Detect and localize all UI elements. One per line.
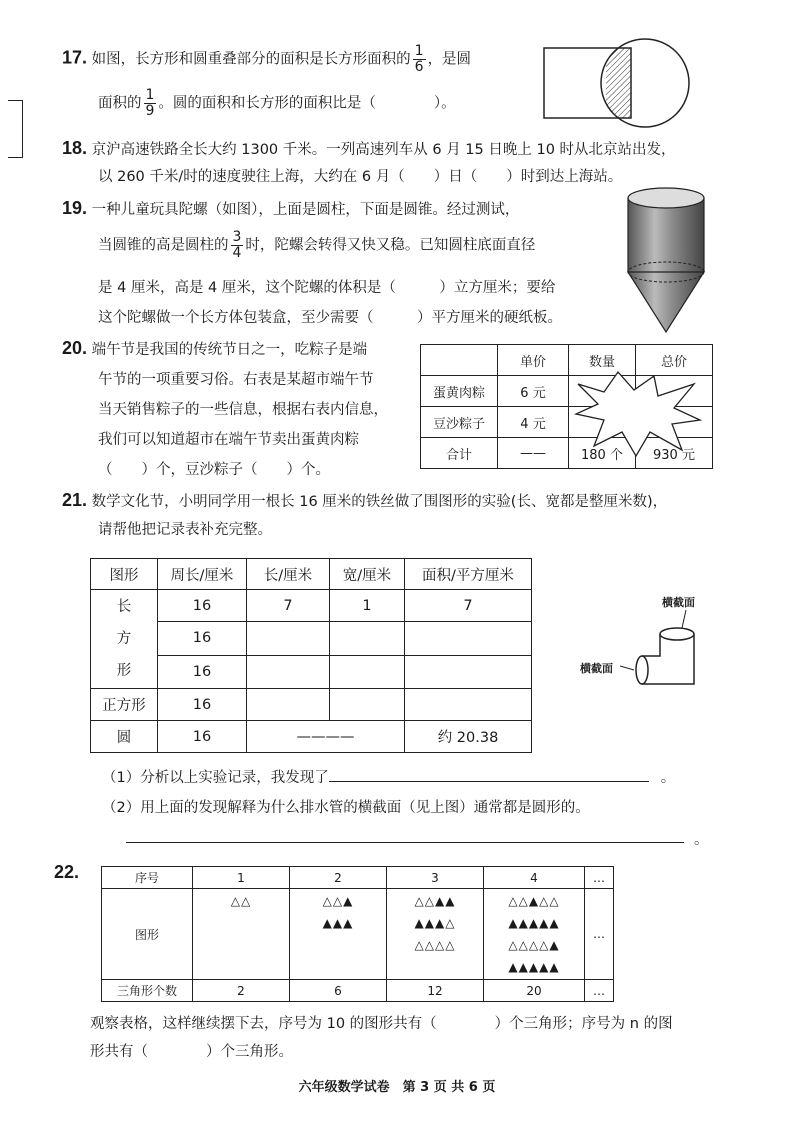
pipe-label-top: 横截面	[662, 596, 695, 609]
spinning-top-figure	[618, 186, 714, 334]
q18-line1	[62, 138, 676, 159]
q17-text-1b: ，是圆	[427, 51, 472, 68]
q19-text-2a: 当圆锥的高是圆柱的	[98, 237, 229, 254]
q21-line1	[62, 490, 667, 511]
q18-number: 18.	[62, 138, 88, 158]
q18-text-2: 以 260 千米/时的速度驶往上海，大约在 6 月（ ）日（ ）时到达上海站。	[98, 169, 623, 185]
q21-record-table: 图形 周长/厘米 长/厘米 宽/厘米 面积/平方厘米 长 方 形 16 7 1 7 16 16 正方形 16 圆 16 ———— 约 20.38	[90, 558, 532, 753]
q19-text-3: 是 4 厘米，高是 4 厘米，这个陀螺的体积是（ ）立方厘米；要给	[98, 280, 556, 296]
q20-line5: （ ）个，豆沙粽子（ ）个。	[98, 462, 330, 478]
q18-text-1: 京沪高速铁路全长大约 1300 千米。一列高速列车从 6 月 15 日晚上 10 时从北京站出发，	[91, 142, 676, 158]
q22-pattern-table: 序号 1 2 3 4 … 图形 △△ △△▲ ▲▲▲ △△▲▲ ▲▲▲△ △△△△ △△▲△△ ▲▲▲▲▲ △△△△▲ ▲▲▲▲▲ … 三角形个数 2 6 12 20 …	[101, 866, 614, 1002]
q20-line2: 午节的一项重要习俗。右表是某超市端午节	[98, 372, 374, 388]
q18-line2	[98, 165, 622, 186]
q22-line1: 观察表格，这样继续摆下去，序号为 10 的图形共有（ ）个三角形；序号为 n 的图	[90, 1016, 673, 1032]
fraction-1-9: $\frac{1}{9}$	[145, 87, 155, 119]
q21-sub2: （2）用上面的发现解释为什么排水管的横截面（见上图）通常都是圆形的。	[102, 800, 590, 816]
q21-sub1: （1）分析以上实验记录，我发现了 。	[102, 766, 675, 787]
q20-sales-table: 单价 数量 总价 蛋黄肉粽 6 元 豆沙粽子 4 元 合计 —— 180 个 930 元	[420, 344, 713, 469]
q19-number: 19.	[62, 198, 88, 218]
q17-text-2b: 。圆的面积和长方形的面积比是（ ）。	[158, 95, 456, 112]
drain-pipe-figure	[620, 606, 710, 696]
q19-text-1: 一种儿童玩具陀螺（如图），上面是圆柱，下面是圆锥。经过测试，	[91, 202, 520, 218]
q17-line1	[62, 44, 471, 75]
q17-number: 17.	[62, 47, 88, 68]
q19-text-2b: 时，陀螺会转得又快又稳。已知圆柱底面直径	[245, 237, 536, 254]
binding-bracket	[8, 100, 23, 158]
pipe-label-left: 横截面	[580, 662, 613, 675]
q22-line2: 形共有（ ）个三角形。	[90, 1044, 293, 1060]
q20-line3: 当天销售粽子的一些信息，根据右表内信息，	[98, 402, 388, 418]
q19-line4	[98, 306, 562, 327]
q19-line1	[62, 198, 519, 219]
q21-text-2: 请帮他把记录表补充完整。	[98, 522, 272, 538]
q20-line4: 我们可以知道超市在端午节卖出蛋黄肉粽	[98, 432, 359, 448]
q20-text-1: 端午节是我国的传统节日之一，吃粽子是端	[91, 342, 368, 358]
q17-line2	[98, 88, 456, 119]
page-footer: 六年级数学试卷 第 3 页 共 6 页	[298, 1080, 496, 1095]
q21-line2	[98, 518, 272, 539]
q17-text-2a: 面积的	[98, 95, 142, 112]
q21-answer-line	[126, 842, 684, 843]
torn-burst-shape	[574, 370, 704, 458]
q21-sub2-end: 。	[694, 832, 709, 848]
q19-line3	[98, 276, 555, 297]
q19-text-4: 这个陀螺做一个长方体包装盒，至少需要（ ）平方厘米的硬纸板。	[98, 310, 562, 326]
q20-line1	[62, 338, 367, 359]
q21-text-1: 数学文化节，小明同学用一根长 16 厘米的铁丝做了围图形的实验(长、宽都是整厘米数)，	[91, 494, 668, 510]
rectangle-circle-figure	[538, 38, 698, 132]
q17-text-1a: 如图，长方形和圆重叠部分的面积是长方形面积的	[91, 51, 411, 68]
q20-number: 20.	[62, 338, 88, 358]
q22-number: 22.	[54, 862, 80, 882]
fraction-1-6: $\frac{1}{6}$	[414, 43, 424, 75]
q21-number: 21.	[62, 490, 88, 510]
q19-line2	[98, 230, 535, 261]
fraction-3-4: $\frac{3}{4}$	[232, 229, 242, 261]
